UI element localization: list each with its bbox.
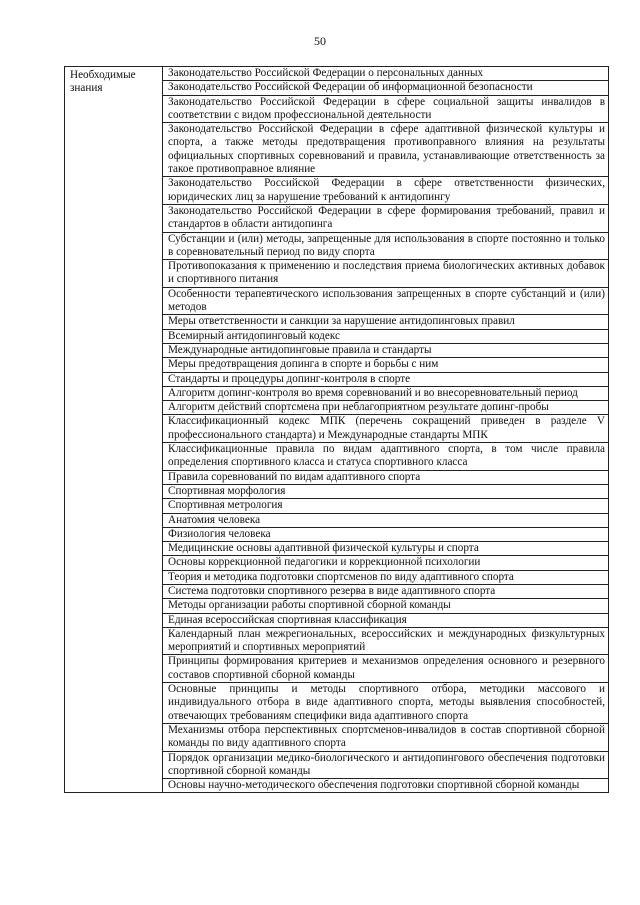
knowledge-item: Алгоритм действий спортсмена при неблагоприятном результате допинг-пробы (163, 401, 609, 415)
knowledge-item: Международные антидопинговые правила и стандарты (163, 343, 609, 357)
knowledge-item: Медицинские основы адаптивной физической культуры и спорта (163, 542, 609, 556)
knowledge-item: Законодательство Российской Федерации в сфере социальной защиты инвалидов в соответствии с видом профессиональной деятельности (163, 95, 609, 123)
knowledge-item: Система подготовки спортивного резерва в виде адаптивного спорта (163, 584, 609, 598)
knowledge-item: Законодательство Российской Федерации об информационной безопасности (163, 81, 609, 95)
knowledge-item: Методы организации работы спортивной сборной команды (163, 599, 609, 613)
knowledge-item: Алгоритм допинг-контроля во время соревнований и во внесоревновательный период (163, 386, 609, 400)
page-number: 50 (314, 34, 326, 48)
knowledge-item: Принципы формирования критериев и механизмов определения основного и резервного составов спортивной сборной команды (163, 655, 609, 683)
knowledge-item: Законодательство Российской Федерации в сфере ответственности физических, юридических лиц за нарушение требований к антидопингу (163, 177, 609, 205)
knowledge-item: Порядок организации медико-биологического и антидопингового обеспечения подготовки спортивной сборной команды (163, 751, 609, 779)
knowledge-item: Особенности терапевтического использования запрещенных в спорте субстанций и (или) методов (163, 287, 609, 315)
knowledge-item: Субстанции и (или) методы, запрещенные для использования в спорте постоянно и только в соревновательный период по виду спорта (163, 232, 609, 260)
knowledge-item: Меры ответственности и санкции за нарушение антидопинговых правил (163, 315, 609, 329)
knowledge-item: Теория и методика подготовки спортсменов по виду адаптивного спорта (163, 570, 609, 584)
section-label: Необходимые знания (65, 67, 163, 793)
knowledge-item: Меры предотвращения допинга в спорте и борьбы с ним (163, 358, 609, 372)
knowledge-item: Классификационные правила по видам адаптивного спорта, в том числе правила определения спортивного класса и статуса спортивного класса (163, 443, 609, 471)
knowledge-item: Законодательство Российской Федерации в сфере адаптивной физической культуры и спорта, а также методы предотвращения противоправного влияния на результаты официальных спортивных соревнований и правила, устанавливающие ответственность за такое противоправное влияние (163, 123, 609, 177)
knowledge-item: Механизмы отбора перспективных спортсменов-инвалидов в состав спортивной сборной команды по виду адаптивного спорта (163, 723, 609, 751)
knowledge-item: Законодательство Российской Федерации в сфере формирования требований, правил и стандартов в области антидопинга (163, 204, 609, 232)
knowledge-item: Анатомия человека (163, 513, 609, 527)
knowledge-item: Законодательство Российской Федерации о персональных данных (163, 67, 609, 81)
table-row (65, 67, 609, 81)
knowledge-item: Спортивная морфология (163, 484, 609, 498)
knowledge-item: Основные принципы и методы спортивного отбора, методики массового и индивидуального отбора в виде адаптивного спорта, методы выявления способностей, отвечающих требованиям специфики вида адаптивного спорта (163, 683, 609, 724)
knowledge-item: Физиология человека (163, 527, 609, 541)
knowledge-item: Всемирный антидопинговый кодекс (163, 329, 609, 343)
knowledge-item: Правила соревнований по видам адаптивного спорта (163, 470, 609, 484)
requirements-table (64, 66, 609, 793)
knowledge-item: Противопоказания к применению и последствия приема биологических активных добавок и спортивного питания (163, 260, 609, 288)
knowledge-item: Основы коррекционной педагогики и коррекционной психологии (163, 556, 609, 570)
knowledge-item: Календарный план межрегиональных, всероссийских и международных физкультурных мероприятий и спортивных мероприятий (163, 627, 609, 655)
knowledge-item: Спортивная метрология (163, 499, 609, 513)
knowledge-item: Классификационный кодекс МПК (перечень сокращений приведен в разделе V профессионального стандарта) и Международные стандарты МПК (163, 415, 609, 443)
knowledge-item: Стандарты и процедуры допинг-контроля в спорте (163, 372, 609, 386)
knowledge-item: Основы научно-методического обеспечения подготовки спортивной сборной команды (163, 779, 609, 793)
knowledge-item: Единая всероссийская спортивная классификация (163, 613, 609, 627)
